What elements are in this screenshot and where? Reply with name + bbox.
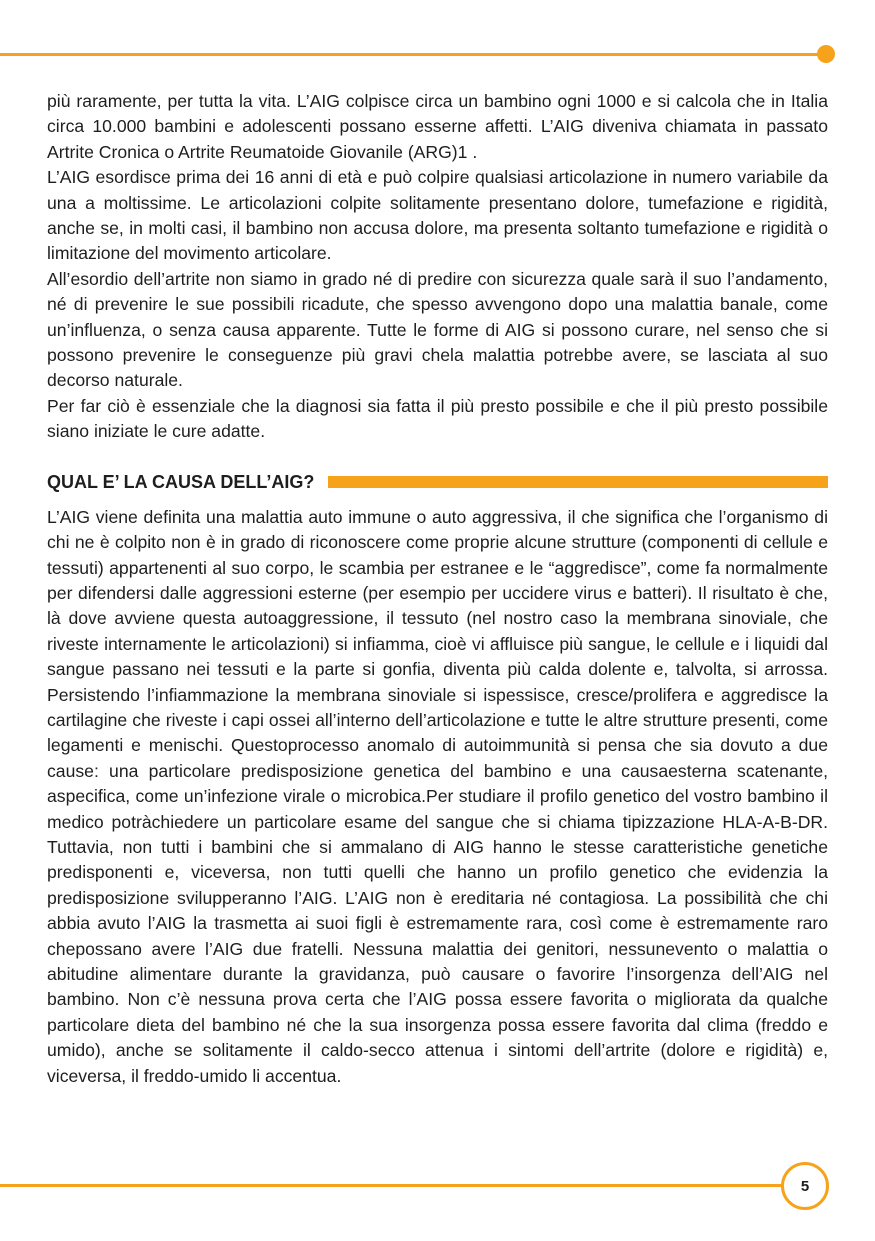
page-number: 5 [800,1177,810,1195]
top-decorative-rule [0,53,822,56]
section-heading-bar [328,476,828,488]
section-body: L’AIG viene definita una malattia auto immune o auto aggressiva, il che significa che l’organismo di chi ne è colpito non è in grado di riconoscere come proprie alcune strutture (componenti di cellule e tessuti) appartenenti al suo corpo, le scambia per estranee e le “aggredisce”, come fa normalmente per difendersi dalle aggressioni esterne (per esempio per uccidere virus e batteri). Il risultato è che, là dove avviene questa autoaggressione, il tessuto (nel nostro caso la membrana sinoviale, che riveste internamente le articolazioni) si infiamma, cioè vi affluisce più sangue, le cellule e i liquidi dal sangue passano nei tessuti e la parte si gonfia, diventa più calda dolente e, talvolta, si arrossa. Persistendo l’infiammazione la membrana sinoviale si ispessisce, cresce/prolifera e aggredisce la cartilagine che riveste i capi ossei all’interno dell’articolazione e tutte le altre strutture presenti, come legamenti e menischi. Questoprocesso anomalo di autoimmunità si pensa che sia dovuto a due cause: una particolare predisposizione genetica del bambino e una causaesterna scatenante, aspecifica, come un’infezione virale o microbica.Per studiare il profilo genetico del vostro bambino il medico potràchiedere un particolare esame del sangue che si chiama tipizzazione HLA-A-B-DR. Tuttavia, non tutti i bambini che si ammalano di AIG hanno le stesse caratteristiche genetiche predisponenti e, viceversa, non tutti quelli che hanno un profilo genetico che evidenzia la predisposizione svilupperanno l’AIG. L’AIG non è ereditaria né contagiosa. La possibilità che chi abbia avuto l’AIG la trasmetta ai suoi figli è estremamente rara, così come è estremamente raro chepossano avere l’AIG due fratelli. Nessuna malattia dei genitori, nessunevento o malattia o abitudine alimentare durante la gravidanza, può causare o favorire l’insorgenza dell’AIG nel bambino. Non c’è nessuna prova certa che l’AIG possa essere favorita o migliorata da qualche particolare dieta del bambino né che la sua insorgenza possa essere favorita dal clima (freddo e umido), anche se solitamente il caldo-secco attenua i sintomi dell’artrite (dolore e rigidità) e, viceversa, il freddo-umido li accentua. [47,506,828,1086]
page-content [47,89,828,1089]
bottom-decorative-rule [0,1184,785,1187]
page-number-badge [781,1162,829,1210]
section-heading: QUAL E’ LA CAUSA DELL’AIG? [47,471,315,492]
section-heading-row [47,472,828,493]
top-rule-end-dot [817,45,835,63]
intro-paragraph: Per far ciò è essenziale che la diagnosi sia fatta il più presto possibile e che il più presto possibile siano iniziate le cure adatte. [47,395,828,442]
intro-paragraph: L’AIG esordisce prima dei 16 anni di età e può colpire qualsiasi articolazione in numero variabile da una a moltissime. Le articolazioni colpite solitamente presentano dolore, tumefazione e rigidità, anche se, in molti casi, il bambino non accusa dolore, ma presenta soltanto tumefazione e rigidità o limitazione del movimento articolare. [47,167,828,264]
intro-paragraph: All’esordio dell’artrite non siamo in grado né di predire con sicurezza quale sarà il suo l’andamento, né di prevenire le sue possibili ricadute, che spesso avvengono dopo una malattia banale, come un’influenza, o senza causa apparente. Tutte le forme di AIG si possono curare, nel senso che si possono prevenire le conseguenze più gravi chela malattia potrebbe avere, se lasciata al suo decorso naturale. [47,268,828,391]
intro-paragraph: più raramente, per tutta la vita. L’AIG colpisce circa un bambino ogni 1000 e si calcola che in Italia circa 10.000 bambini e adolescenti possano esserne affetti. L’AIG diveniva chiamata in passato Artrite Cronica o Artrite Reumatoide Giovanile (ARG)1 . [47,91,828,162]
